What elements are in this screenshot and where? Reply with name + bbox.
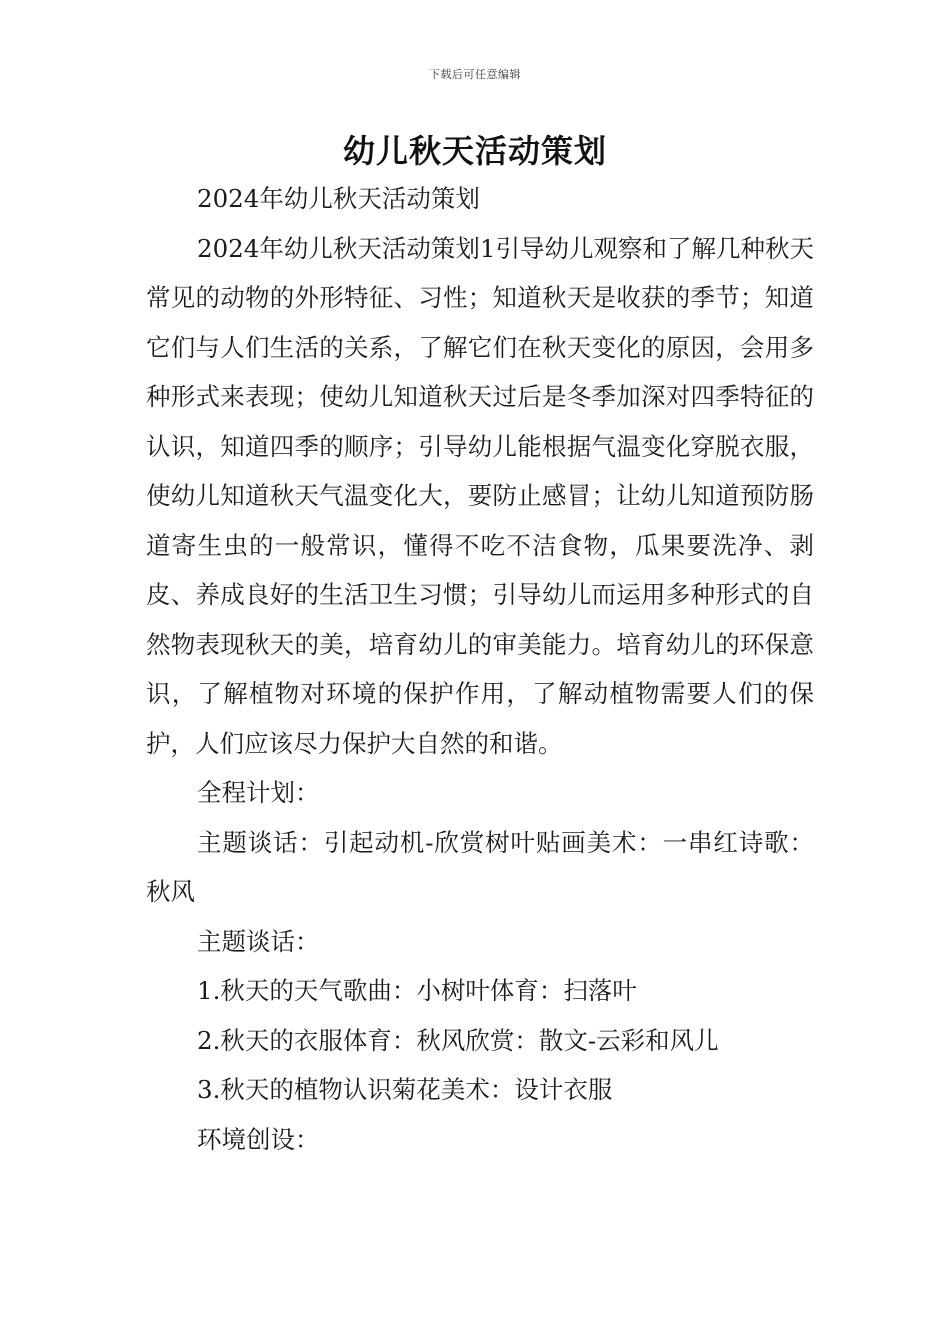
subtitle-paragraph: 2024年幼儿秋天活动策划: [197, 184, 480, 213]
list-item: 1.秋天的天气歌曲：小树叶体育：扫落叶: [197, 976, 637, 1005]
environment-heading: 环境创设：: [197, 1124, 320, 1154]
intro-paragraph: 2024年幼儿秋天活动策划1引导幼儿观察和了解几种秋天常见的动物的外形特征、习性；知道秋天是收获的季节；知道它们与人们生活的关系，了解它们在秋天变化的原因，会用多种形式来表现；使幼儿知道秋天过后是冬季加深对四季特征的认识，知道四季的顺序；引导幼儿能根据气温变化穿脱衣服，使幼儿知道秋天气温变化大，要防止感冒；让幼儿知道预防肠道寄生虫的一般常识，懂得不吃不洁食物，瓜果要洗净、剥皮、养成良好的生活卫生习惯；引导幼儿而运用多种形式的自然物表现秋天的美，培育幼儿的审美能力。培育幼儿的环保意识，了解植物对环境的保护作用，了解动植物需要人们的保护，人们应该尽力保护大自然的和谐。: [146, 233, 814, 758]
document-title: 幼儿秋天活动策划: [342, 132, 607, 170]
document-body: [146, 174, 814, 1164]
plan-heading: 全程计划：: [197, 778, 320, 807]
plan-overview-paragraph: 主题谈话：引起动机-欣赏树叶贴画美术：一串红诗歌：秋风: [146, 827, 814, 906]
list-item: 3.秋天的植物认识菊花美术：设计衣服: [197, 1075, 613, 1104]
header-note: 下载后可任意编辑: [429, 68, 521, 81]
topic-talk-heading: 主题谈话：: [197, 926, 320, 956]
list-item: 2.秋天的衣服体育：秋风欣赏：散文-云彩和风儿: [197, 1025, 719, 1055]
